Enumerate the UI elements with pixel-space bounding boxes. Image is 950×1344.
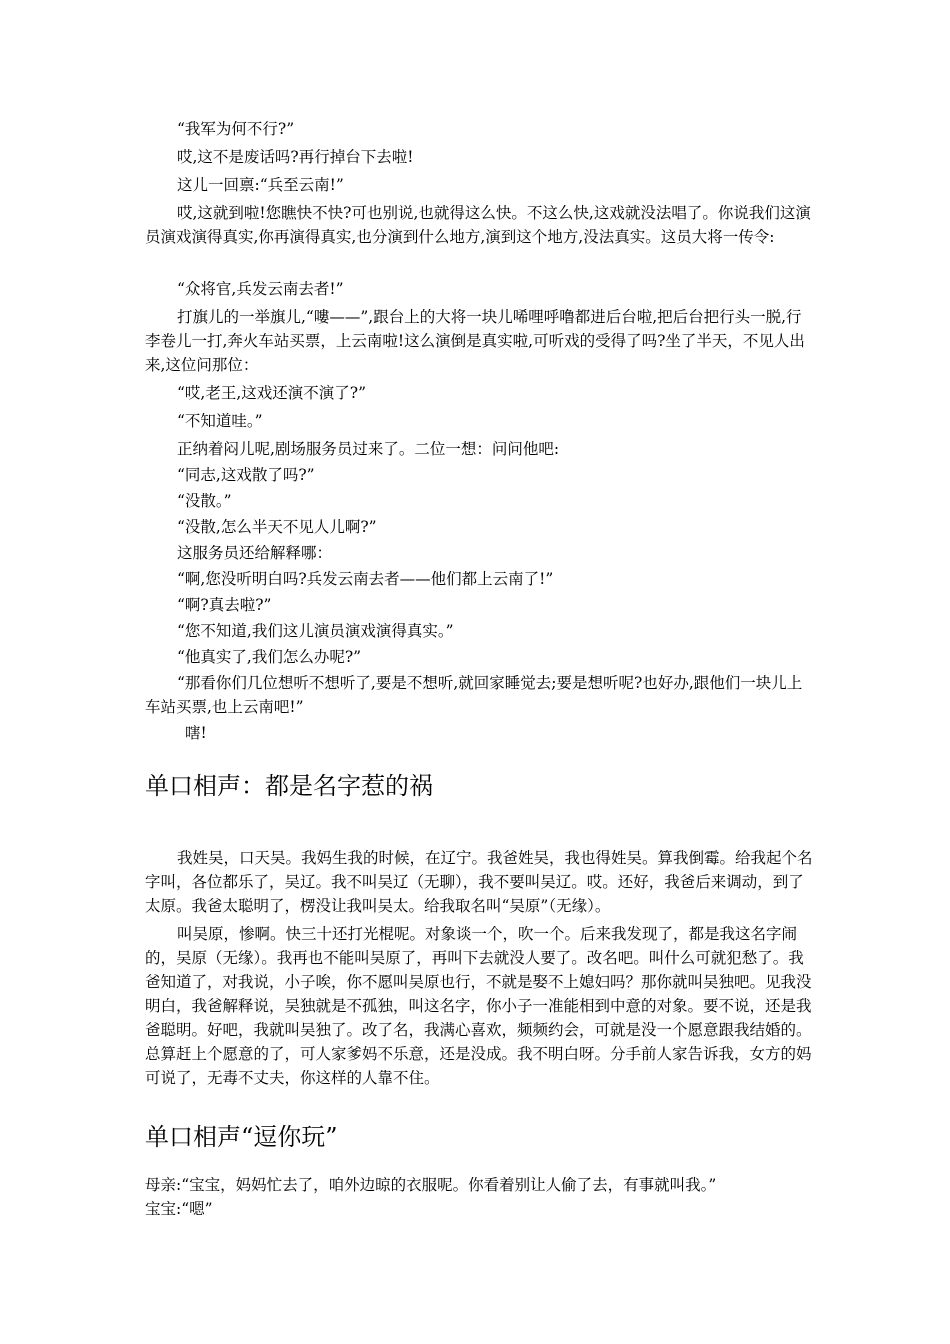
paragraph: “那看你们几位想听不想听了,要是不想听,就回家睡觉去;要是想听呢?也好办,跟他们一块儿上车站买票,也上云南吧!”	[145, 674, 803, 716]
paragraph-ending: 嗐!	[185, 724, 207, 742]
paragraph: 哎,这就到啦!您瞧快不快?可也别说,也就得这么快。不这么快,这戏就没法唱了。你说我们这演员演戏演得真实,你再演得真实,也分演到什么地方,演到这个地方,没法真实。这员大将一传令:	[145, 204, 811, 246]
paragraph: 这儿一回禀:“兵至云南!”	[177, 176, 344, 194]
paragraph: 打旗儿的一举旗儿,“嘍——”,跟台上的大将一块儿唏哩呼噜都进后台啦,把后台把行头一脱,行李卷儿一打,奔火车站买票，上云南啦!这么演倒是真实啦,可听戏的受得了吗?坐了半天，不见人出来,这位问那位：	[145, 308, 805, 374]
paragraph: “不知道哇。”	[177, 412, 263, 430]
paragraph: “您不知道,我们这儿演员演戏演得真实。”	[177, 622, 454, 640]
paragraph: “我军为何不行?”	[177, 120, 295, 138]
paragraph: “没散,怎么半天不见人儿啊?”	[177, 518, 377, 536]
paragraph: 正纳着闷儿呢,剧场服务员过来了。二位一想：问问他吧:	[177, 440, 560, 458]
paragraph: 这服务员还给解释哪：	[177, 544, 333, 562]
paragraph: “众将官,兵发云南去者!”	[177, 280, 344, 298]
paragraph: “哎,老王,这戏还演不演了?”	[177, 384, 367, 402]
section-title: 单口相声“逗你玩”	[145, 1123, 338, 1151]
paragraph: “啊,您没听明白吗?兵发云南去者——他们都上云南了!”	[177, 570, 554, 588]
paragraph: 哎,这不是废话吗?再行掉台下去啦!	[177, 148, 414, 166]
paragraph: 叫吴原，惨啊。快三十还打光棍呢。对象谈一个，吹一个。后来我发现了，都是我这名字闹的，吴原（无缘）。我再也不能叫吴原了，再叫下去就没人要了。改名吧。叫什么可就犯愁了。我爸知道了，对我说，小子唉，你不愿叫吴原也行，不就是娶不上媳妇吗？那你就叫吴独吧。见我没明白，我爸解释说，吴独就是不孤独，叫这名字，你小子一准能相到中意的对象。要不说，还是我爸聪明。好吧，我就叫吴独了。改了名，我满心喜欢，频频约会，可就是没一个愿意跟我结婚的。总算赶上个愿意的了，可人家爹妈不乐意，还是没成。我不明白呀。分手前人家告诉我，女方的妈可说了，无毒不丈夫，你这样的人靠不住。	[145, 925, 812, 1087]
paragraph: “他真实了,我们怎么办呢?”	[177, 648, 362, 666]
paragraph: “同志,这戏散了吗?”	[177, 466, 315, 484]
dialogue-line: 母亲:“宝宝，妈妈忙去了，咱外边晾的衣服呢。你看着别让人偷了去，有事就叫我。”	[145, 1176, 717, 1194]
paragraph: “没散。”	[177, 492, 232, 510]
section-title: 单口相声：都是名字惹的祸	[145, 772, 433, 800]
dialogue-line: 宝宝:“嗯”	[145, 1200, 213, 1218]
paragraph: 我姓吴，口天吴。我妈生我的时候，在辽宁。我爸姓吴，我也得姓吴。算我倒霉。给我起个名字叫，各位都乐了，吴辽。我不叫吴辽（无聊），我不要叫吴辽。哎。还好，我爸后来调动，到了太原。我爸太聪明了，楞没让我叫吴太。给我取名叫“吴原”（无缘）。	[145, 849, 813, 915]
paragraph: “啊?真去啦?”	[177, 596, 272, 614]
